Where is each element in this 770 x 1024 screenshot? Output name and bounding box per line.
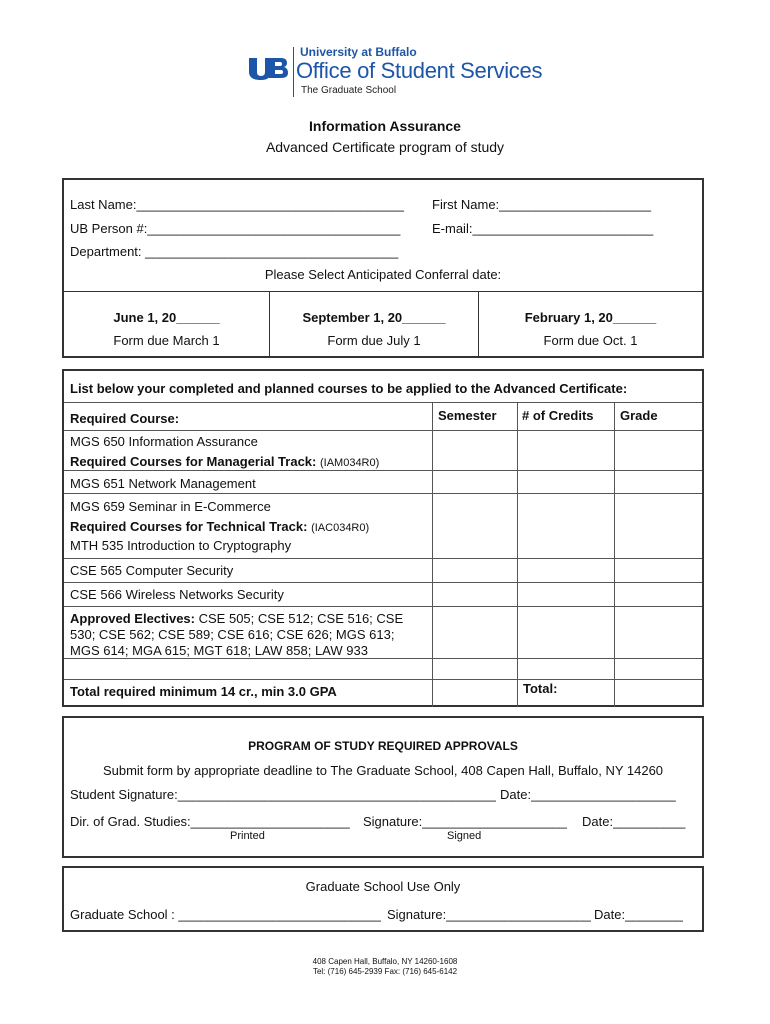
school-name: The Graduate School	[301, 85, 397, 96]
table-row-line	[64, 402, 702, 403]
director-date-field[interactable]: Date:__________	[582, 814, 686, 829]
first-name-field[interactable]: First Name:_____________________	[432, 197, 652, 212]
electives-list-2: 530; CSE 562; CSE 589; CSE 616; CSE 626; MGS 613;	[70, 627, 395, 642]
table-row-line	[64, 493, 702, 494]
signed-caption: Signed	[447, 830, 482, 842]
ub-logo-icon	[247, 56, 289, 80]
submit-instructions: Submit form by appropriate deadline to The Graduate School, 408 Capen Hall, Buffalo, NY 14260	[102, 763, 664, 778]
technical-track-code: (IAC034R0)	[311, 522, 370, 534]
approvals-section	[62, 716, 704, 858]
email-field[interactable]: E-mail:_________________________	[432, 221, 654, 236]
course-cse566: CSE 566 Wireless Networks Security	[70, 587, 284, 602]
conferral-option-june[interactable]: June 1, 20______	[113, 310, 220, 325]
grad-use-heading: Graduate School Use Only	[305, 879, 461, 894]
course-mgs651: MGS 651 Network Management	[70, 476, 256, 491]
grad-signature-field[interactable]: Signature:____________________	[387, 907, 591, 922]
electives-line-1	[70, 611, 403, 626]
table-row-line	[64, 558, 702, 559]
department-field[interactable]: Department: ___________________________________	[70, 244, 399, 259]
person-number-field[interactable]: UB Person #:___________________________________	[70, 221, 401, 236]
total-required-note: Total required minimum 14 cr., min 3.0 GPA	[70, 684, 337, 699]
student-info-section	[62, 178, 704, 358]
grad-date-field[interactable]: Date:________	[594, 907, 683, 922]
student-signature-field[interactable]: Student Signature:____________________________________________	[70, 787, 496, 802]
col-required-course: Required Course:	[70, 411, 180, 426]
col-grade: Grade	[620, 408, 658, 423]
conferral-option-september[interactable]: September 1, 20______	[302, 310, 446, 325]
total-label: Total:	[523, 681, 558, 696]
printed-caption: Printed	[230, 830, 265, 842]
managerial-track-code: (IAM034R0)	[319, 457, 380, 469]
conferral-date-prompt: Please Select Anticipated Conferral date:	[264, 267, 502, 282]
footer-phone: Tel: (716) 645-2939 Fax: (716) 645-6142	[312, 967, 458, 976]
table-col-line	[614, 402, 615, 707]
conferral-due-june: Form due March 1	[113, 333, 220, 348]
technical-track-title: Required Courses for Technical Track:	[70, 519, 308, 534]
course-mth535: MTH 535 Introduction to Cryptography	[70, 538, 292, 553]
university-name: University at Buffalo	[300, 45, 417, 59]
course-table-heading: List below your completed and planned courses to be applied to the Advanced Certificate:	[70, 381, 628, 396]
col-credits: # of Credits	[522, 408, 594, 423]
col-semester: Semester	[438, 408, 497, 423]
conferral-option-february[interactable]: February 1, 20______	[524, 310, 657, 325]
graduate-school-use-section	[62, 866, 704, 932]
divider	[64, 291, 702, 292]
table-row-line	[64, 658, 702, 659]
table-row-line	[64, 679, 702, 680]
electives-label: Approved Electives:	[70, 611, 195, 626]
course-cse565: CSE 565 Computer Security	[70, 563, 234, 578]
director-signature-field[interactable]: Signature:____________________	[363, 814, 567, 829]
course-mgs659: MGS 659 Seminar in E-Commerce	[70, 499, 271, 514]
page-title: Information Assurance	[309, 118, 461, 134]
table-row-line	[64, 470, 702, 471]
last-name-field[interactable]: Last Name:_____________________________________	[70, 197, 404, 212]
conferral-due-february: Form due Oct. 1	[543, 333, 638, 348]
managerial-track-label	[70, 454, 379, 469]
footer-address: 408 Capen Hall, Buffalo, NY 14260-1608	[312, 957, 458, 966]
student-date-field[interactable]: Date:____________________	[500, 787, 676, 802]
course-table	[62, 369, 704, 707]
page-subtitle: Advanced Certificate program of study	[265, 139, 505, 155]
technical-track-label	[70, 519, 369, 534]
approvals-heading: PROGRAM OF STUDY REQUIRED APPROVALS	[248, 739, 518, 753]
director-name-field[interactable]: Dir. of Grad. Studies:______________________	[70, 814, 350, 829]
electives-list-3: MGS 614; MGA 615; MGT 618; LAW 858; LAW 933	[70, 643, 368, 658]
table-col-line	[517, 402, 518, 707]
office-name: Office of Student Services	[296, 58, 543, 83]
electives-list-1: CSE 505; CSE 512; CSE 516; CSE	[198, 611, 404, 626]
logo-divider	[293, 47, 294, 97]
conferral-due-september: Form due July 1	[327, 333, 421, 348]
table-row-line	[64, 606, 702, 607]
table-col-line	[432, 402, 433, 707]
course-mgs650: MGS 650 Information Assurance	[70, 434, 258, 449]
table-row-line	[64, 430, 702, 431]
table-row-line	[64, 582, 702, 583]
managerial-track-title: Required Courses for Managerial Track:	[70, 454, 317, 469]
grad-school-field[interactable]: Graduate School : ____________________________	[70, 907, 381, 922]
